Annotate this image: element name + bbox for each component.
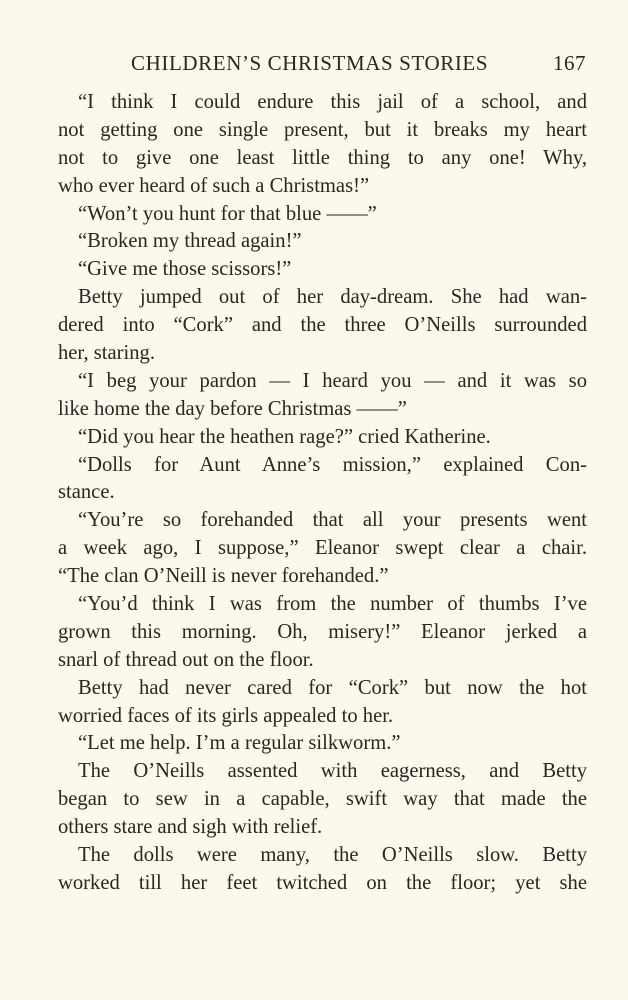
running-title: CHILDREN’S CHRISTMAS STORIES <box>131 51 489 75</box>
text-line: worked till her feet twitched on the floor; yet she <box>58 871 587 894</box>
text-line: “Won’t you hunt for that blue ——” <box>78 202 377 225</box>
text-line: “You’d think I was from the number of thumbs I’ve <box>78 593 587 616</box>
text-line: snarl of thread out on the floor. <box>58 648 314 671</box>
text-line: Betty had never cared for “Cork” but now the hot <box>78 676 587 699</box>
text-line: dered into “Cork” and the three O’Neills surrounded <box>58 314 587 337</box>
text-line: “You’re so forehanded that all your presents went <box>78 509 587 532</box>
text-line: “I think I could endure this jail of a school, and <box>78 91 587 113</box>
text-line: stance. <box>58 481 115 504</box>
text-line: worried faces of its girls appealed to her. <box>58 704 394 727</box>
text-line: not to give one least little thing to any one! Why, <box>58 146 587 169</box>
text-line: began to sew in a capable, swift way that made the <box>58 788 587 811</box>
text-line: Betty jumped out of her day-dream. She had wan- <box>78 286 587 309</box>
text-line: “Did you hear the heathen rage?” cried Katherine. <box>78 425 491 448</box>
text-line: “Give me those scissors!” <box>78 258 292 281</box>
text-line: “Broken my thread again!” <box>78 230 302 253</box>
text-line: “The clan O’Neill is never forehanded.” <box>58 565 389 588</box>
text-line: others stare and sigh with relief. <box>58 816 323 839</box>
running-head <box>58 49 588 77</box>
text-line: a week ago, I suppose,” Eleanor swept clear a chair. <box>58 537 587 560</box>
text-line: not getting one single present, but it breaks my heart <box>58 118 587 141</box>
text-line: “Let me help. I’m a regular silkworm.” <box>78 732 401 755</box>
text-line: “Dolls for Aunt Anne’s mission,” explained Con- <box>78 453 587 476</box>
text-line: The dolls were many, the O’Neills slow. Betty <box>78 844 587 867</box>
body-text <box>58 89 587 898</box>
text-line: like home the day before Christmas ——” <box>58 397 407 420</box>
text-line: The O’Neills assented with eagerness, and Betty <box>78 760 587 783</box>
text-line: “I beg your pardon — I heard you — and it was so <box>78 369 587 392</box>
text-line: grown this morning. Oh, misery!” Eleanor jerked a <box>58 620 587 643</box>
text-line: her, staring. <box>58 342 155 365</box>
page-number: 167 <box>553 51 586 75</box>
text-line: who ever heard of such a Christmas!” <box>58 174 370 197</box>
